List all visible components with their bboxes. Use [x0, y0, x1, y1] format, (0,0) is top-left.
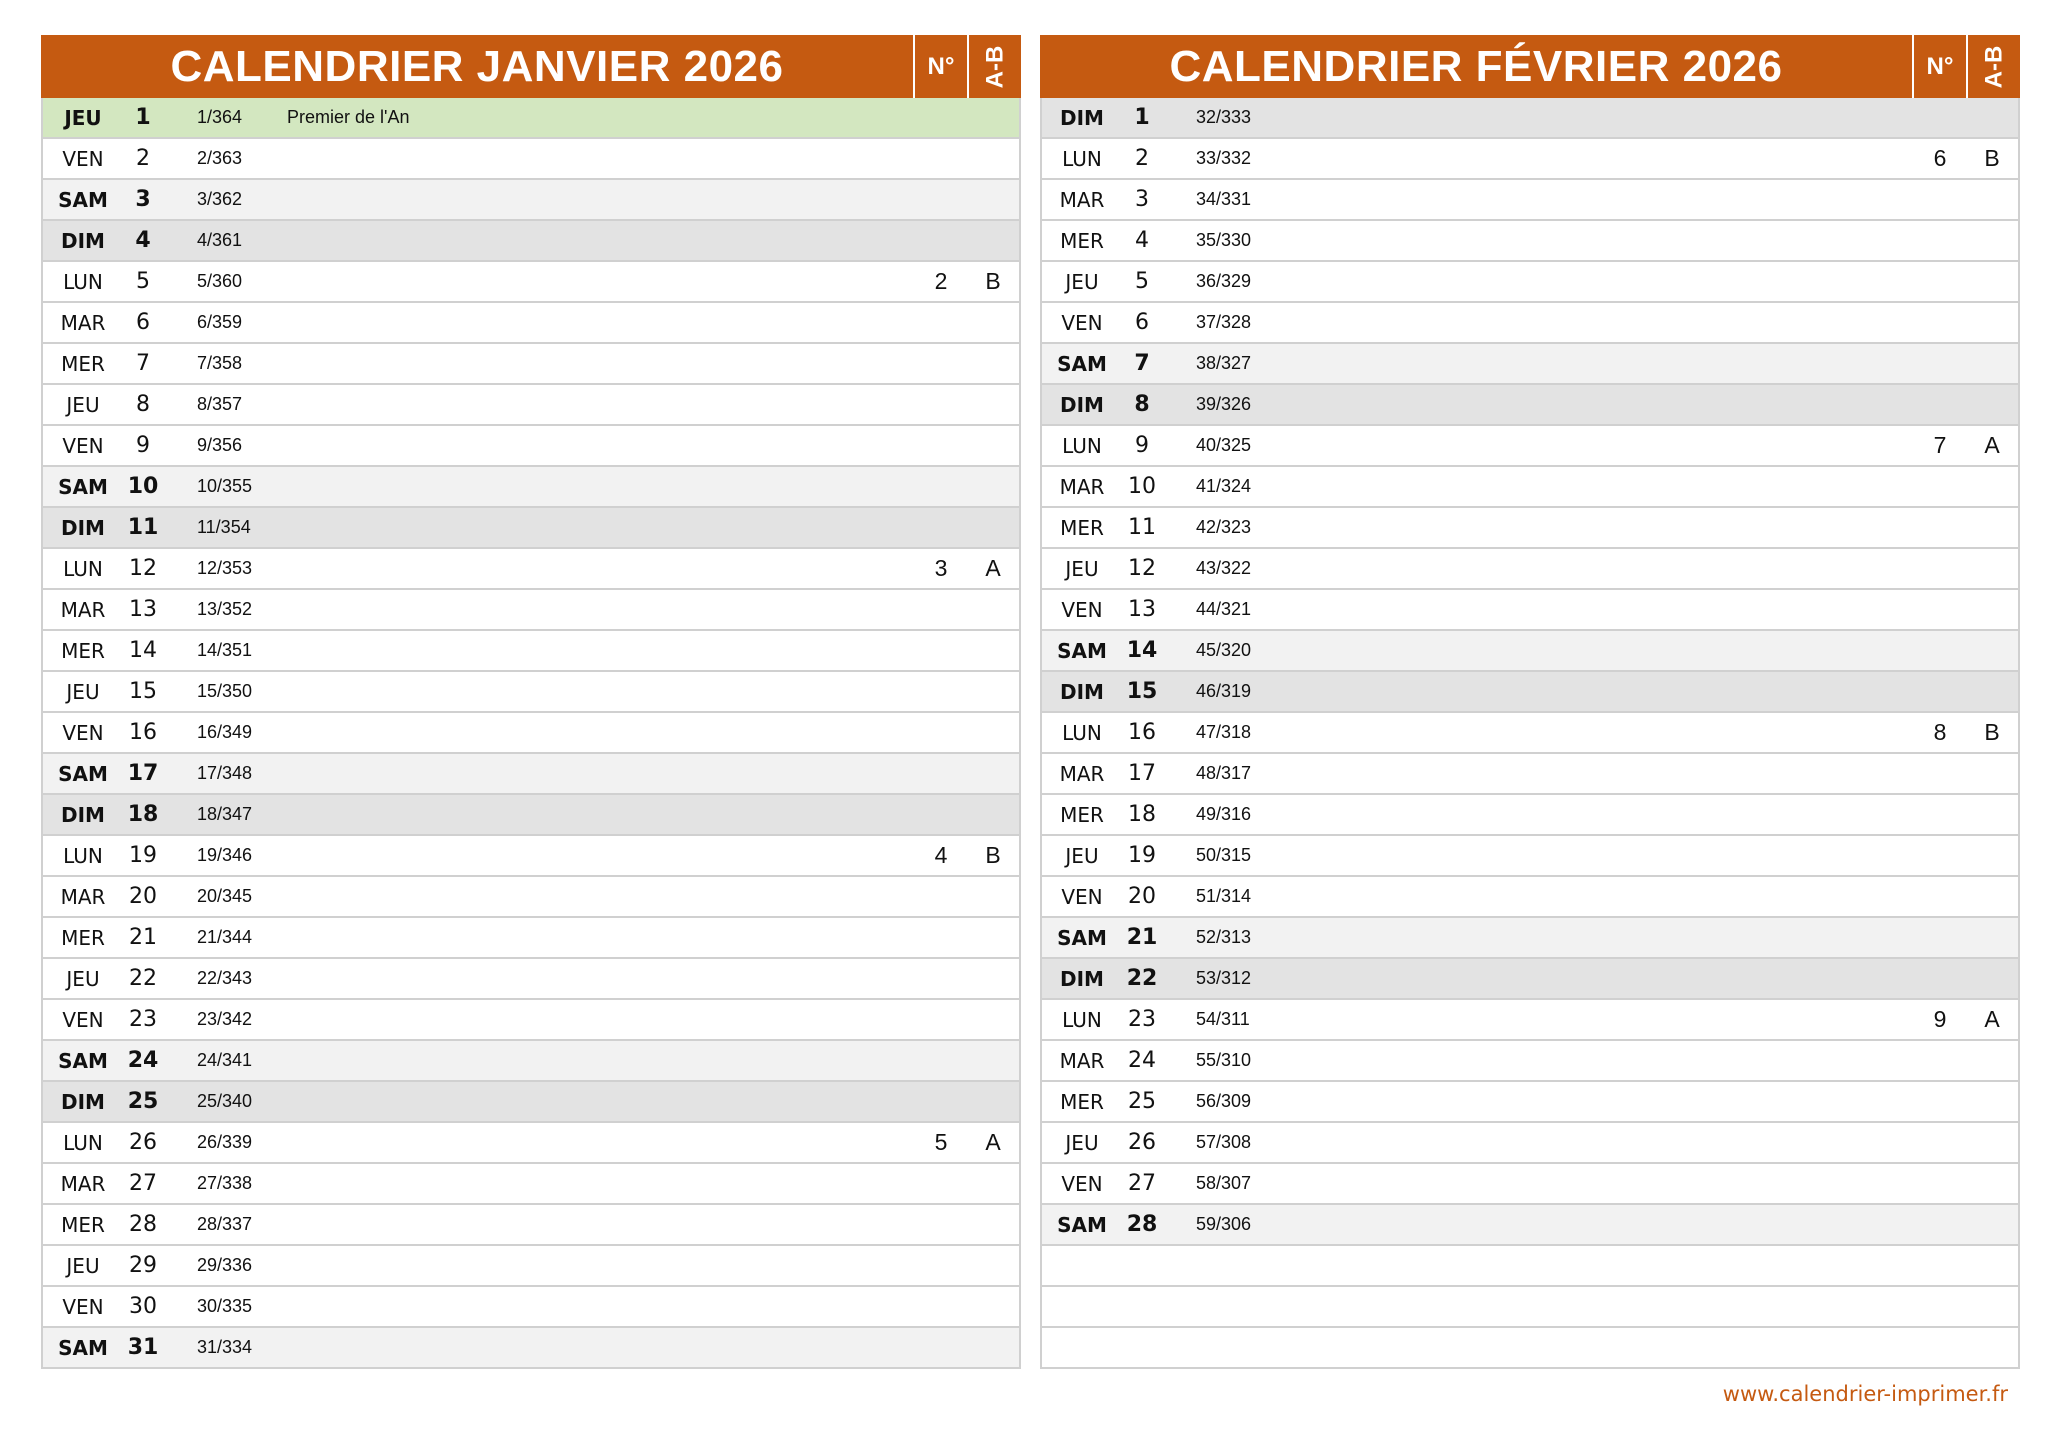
week-number: 7	[1933, 432, 1947, 458]
day-number: 9	[1135, 433, 1149, 458]
day-row	[43, 426, 1019, 467]
calendar-february	[1040, 35, 2020, 1369]
year-day-count: 37/328	[1196, 312, 1252, 332]
day-number: 28	[129, 1212, 157, 1237]
day-number: 5	[136, 269, 150, 294]
day-number: 3	[1135, 187, 1149, 212]
day-row	[1042, 508, 2018, 549]
weekday-label: DIM	[1060, 105, 1104, 130]
day-row	[43, 1123, 1019, 1164]
day-row	[43, 754, 1019, 795]
weekday-label: VEN	[1061, 1171, 1103, 1196]
day-number: 13	[129, 597, 157, 622]
day-row	[43, 467, 1019, 508]
weekday-label: MER	[1060, 228, 1104, 253]
year-day-count: 45/320	[1196, 640, 1252, 660]
day-number: 23	[129, 1007, 157, 1032]
year-day-count: 1/364	[197, 107, 243, 127]
year-day-count: 56/309	[1196, 1091, 1252, 1111]
year-day-count: 35/330	[1196, 230, 1252, 250]
day-number: 1	[1134, 105, 1150, 130]
year-day-count: 49/316	[1196, 804, 1252, 824]
day-row	[43, 221, 1019, 262]
weekday-label: VEN	[62, 720, 104, 745]
year-day-count: 54/311	[1196, 1009, 1250, 1029]
day-row	[43, 1205, 1019, 1246]
day-row	[1042, 1123, 2018, 1164]
day-row	[43, 1082, 1019, 1123]
year-day-count: 43/322	[1196, 558, 1252, 578]
year-day-count: 48/317	[1196, 763, 1252, 783]
day-row	[43, 918, 1019, 959]
day-row	[43, 1000, 1019, 1041]
ab-week-header-label: A-B	[981, 45, 1008, 88]
day-row	[1042, 344, 2018, 385]
day-row	[1042, 836, 2018, 877]
day-row	[43, 1328, 1019, 1369]
event-label: Premier de l'An	[287, 107, 410, 127]
day-row	[43, 344, 1019, 385]
year-day-count: 31/334	[197, 1337, 253, 1357]
day-row	[43, 180, 1019, 221]
day-row	[1042, 303, 2018, 344]
year-day-count: 28/337	[197, 1214, 253, 1234]
weekday-label: JEU	[1065, 1130, 1099, 1155]
day-row	[43, 713, 1019, 754]
weekday-label: MER	[1060, 802, 1104, 827]
day-row	[43, 1287, 1019, 1328]
year-day-count: 12/353	[197, 558, 253, 578]
day-number: 7	[1134, 351, 1150, 376]
day-number: 18	[1128, 802, 1156, 827]
day-row	[1042, 1287, 2018, 1328]
day-number: 3	[135, 187, 151, 212]
day-row	[1042, 877, 2018, 918]
weekday-label: DIM	[1060, 679, 1104, 704]
day-row	[43, 1041, 1019, 1082]
year-day-count: 39/326	[1196, 394, 1252, 414]
day-number: 23	[1128, 1007, 1156, 1032]
weekday-label: SAM	[58, 474, 108, 499]
year-day-count: 50/315	[1196, 845, 1252, 865]
ab-week-letter: B	[985, 268, 1001, 294]
day-row	[43, 139, 1019, 180]
weekday-label: SAM	[58, 1335, 108, 1360]
weekday-label: SAM	[58, 1048, 108, 1073]
year-day-count: 34/331	[1196, 189, 1252, 209]
day-number: 22	[1126, 966, 1158, 991]
weekday-label: MER	[61, 638, 105, 663]
day-number: 29	[129, 1253, 157, 1278]
day-number: 7	[136, 351, 150, 376]
day-row	[1042, 1000, 2018, 1041]
weekday-label: MER	[61, 1212, 105, 1237]
ab-week-letter: A	[1984, 432, 2000, 458]
week-number: 8	[1933, 719, 1947, 745]
weekday-label: LUN	[1062, 146, 1102, 171]
day-number: 4	[1135, 228, 1149, 253]
ab-week-letter: B	[985, 842, 1001, 868]
day-number: 14	[1126, 638, 1158, 663]
calendar-header	[1040, 35, 2020, 98]
week-number: 6	[1933, 145, 1947, 171]
day-number: 11	[1128, 515, 1156, 540]
weekday-label: VEN	[62, 1007, 104, 1032]
year-day-count: 25/340	[197, 1091, 253, 1111]
weekday-label: LUN	[1062, 720, 1102, 745]
week-number: 5	[934, 1129, 948, 1155]
weekday-label: VEN	[62, 433, 104, 458]
day-number: 12	[1128, 556, 1156, 581]
day-row	[1042, 713, 2018, 754]
weekday-label: LUN	[63, 1130, 103, 1155]
day-row	[43, 631, 1019, 672]
ab-week-letter: A	[1984, 1006, 2000, 1032]
year-day-count: 44/321	[1196, 599, 1252, 619]
weekday-label: VEN	[1061, 597, 1103, 622]
year-day-count: 36/329	[1196, 271, 1252, 291]
weekday-label: DIM	[1060, 392, 1104, 417]
day-number: 20	[129, 884, 157, 909]
weekday-label: SAM	[1057, 351, 1107, 376]
day-row	[43, 508, 1019, 549]
day-rows	[41, 98, 1021, 1369]
day-number: 21	[1126, 925, 1158, 950]
year-day-count: 33/332	[1196, 148, 1252, 168]
day-row	[1042, 1205, 2018, 1246]
day-number: 17	[1128, 761, 1156, 786]
day-row	[1042, 959, 2018, 1000]
weekday-label: MAR	[1059, 1048, 1105, 1073]
day-number: 27	[1128, 1171, 1156, 1196]
day-number: 1	[135, 105, 151, 130]
weekday-label: MAR	[60, 310, 106, 335]
year-day-count: 52/313	[1196, 927, 1252, 947]
weekday-label: MAR	[60, 597, 106, 622]
day-row	[1042, 1164, 2018, 1205]
year-day-count: 6/359	[197, 312, 243, 332]
year-day-count: 24/341	[197, 1050, 253, 1070]
weekday-label: MAR	[1059, 761, 1105, 786]
year-day-count: 30/335	[197, 1296, 253, 1316]
weekday-label: VEN	[1061, 884, 1103, 909]
day-number: 15	[1126, 679, 1158, 704]
day-number: 28	[1126, 1212, 1158, 1237]
week-number: 3	[934, 555, 948, 581]
year-day-count: 55/310	[1196, 1050, 1252, 1070]
day-row	[1042, 549, 2018, 590]
weekday-label: MER	[1060, 1089, 1104, 1114]
day-row	[43, 672, 1019, 713]
weekday-label: JEU	[64, 105, 102, 130]
day-number: 22	[129, 966, 157, 991]
calendar-title: CALENDRIER JANVIER 2026	[170, 41, 784, 91]
day-row	[43, 1246, 1019, 1287]
day-row	[1042, 1041, 2018, 1082]
day-row	[1042, 262, 2018, 303]
day-number: 4	[135, 228, 151, 253]
day-number: 2	[1135, 146, 1149, 171]
day-row	[43, 262, 1019, 303]
day-number: 17	[127, 761, 159, 786]
weekday-label: SAM	[1057, 1212, 1107, 1237]
day-row	[1042, 590, 2018, 631]
year-day-count: 32/333	[1196, 107, 1252, 127]
weekday-label: JEU	[66, 966, 100, 991]
day-number: 24	[1128, 1048, 1156, 1073]
year-day-count: 57/308	[1196, 1132, 1252, 1152]
day-number: 12	[129, 556, 157, 581]
weekday-label: SAM	[58, 187, 108, 212]
year-day-count: 14/351	[197, 640, 253, 660]
weekday-label: DIM	[61, 515, 105, 540]
calendar-january	[41, 35, 1021, 1369]
year-day-count: 19/346	[197, 845, 253, 865]
day-number: 26	[1128, 1130, 1156, 1155]
year-day-count: 21/344	[197, 927, 253, 947]
calendar-title: CALENDRIER FÉVRIER 2026	[1169, 41, 1783, 91]
weekday-label: JEU	[66, 1253, 100, 1278]
day-row	[43, 959, 1019, 1000]
day-row	[43, 795, 1019, 836]
day-row	[1042, 180, 2018, 221]
weekday-label: SAM	[58, 761, 108, 786]
weekday-label: SAM	[1057, 925, 1107, 950]
weekday-label: LUN	[1062, 1007, 1102, 1032]
year-day-count: 26/339	[197, 1132, 253, 1152]
day-number: 8	[1134, 392, 1150, 417]
weekday-label: MAR	[60, 884, 106, 909]
day-number: 19	[129, 843, 157, 868]
day-number: 16	[129, 720, 157, 745]
ab-week-header	[967, 35, 1021, 98]
day-number: 5	[1135, 269, 1149, 294]
calendar-header	[41, 35, 1021, 98]
day-row	[1042, 385, 2018, 426]
year-day-count: 47/318	[1196, 722, 1252, 742]
day-number: 2	[136, 146, 150, 171]
year-day-count: 9/356	[197, 435, 243, 455]
weekday-label: JEU	[66, 679, 100, 704]
weekday-label: MER	[1060, 515, 1104, 540]
day-row	[1042, 672, 2018, 713]
ab-week-letter: A	[985, 555, 1001, 581]
weekday-label: LUN	[63, 556, 103, 581]
weekday-label: MAR	[60, 1171, 106, 1196]
day-number: 19	[1128, 843, 1156, 868]
day-number: 10	[127, 474, 159, 499]
ab-week-header-label: A-B	[1980, 45, 2007, 88]
weekday-label: JEU	[1065, 269, 1099, 294]
day-row	[1042, 1082, 2018, 1123]
day-row	[43, 385, 1019, 426]
day-number: 14	[129, 638, 157, 663]
year-day-count: 4/361	[197, 230, 243, 250]
day-number: 21	[129, 925, 157, 950]
week-number: 4	[934, 842, 948, 868]
day-number: 27	[129, 1171, 157, 1196]
day-row	[1042, 467, 2018, 508]
weekday-label: MER	[61, 351, 105, 376]
day-number: 24	[127, 1048, 159, 1073]
year-day-count: 22/343	[197, 968, 253, 988]
year-day-count: 2/363	[197, 148, 243, 168]
day-row	[43, 303, 1019, 344]
weekday-label: MER	[61, 925, 105, 950]
ab-week-letter: A	[985, 1129, 1001, 1155]
year-day-count: 59/306	[1196, 1214, 1252, 1234]
day-number: 26	[129, 1130, 157, 1155]
day-row	[43, 98, 1019, 139]
year-day-count: 18/347	[197, 804, 253, 824]
year-day-count: 10/355	[197, 476, 253, 496]
weekday-label: JEU	[1065, 556, 1099, 581]
day-number: 9	[136, 433, 150, 458]
weekday-label: LUN	[63, 269, 103, 294]
day-row	[43, 549, 1019, 590]
weekday-label: VEN	[1061, 310, 1103, 335]
year-day-count: 3/362	[197, 189, 243, 209]
day-row	[1042, 1328, 2018, 1369]
day-row	[43, 877, 1019, 918]
weekday-label: LUN	[63, 843, 103, 868]
day-number: 25	[127, 1089, 159, 1114]
year-day-count: 40/325	[1196, 435, 1252, 455]
weekday-label: DIM	[61, 228, 105, 253]
year-day-count: 8/357	[197, 394, 243, 414]
ab-week-letter: B	[1984, 719, 2000, 745]
day-number: 13	[1128, 597, 1156, 622]
day-number: 10	[1128, 474, 1156, 499]
day-row	[1042, 221, 2018, 262]
day-row	[1042, 754, 2018, 795]
year-day-count: 20/345	[197, 886, 253, 906]
day-row	[1042, 139, 2018, 180]
week-number-header: N°	[913, 35, 967, 98]
day-row	[1042, 795, 2018, 836]
weekday-label: JEU	[66, 392, 100, 417]
year-day-count: 27/338	[197, 1173, 253, 1193]
day-number: 31	[127, 1335, 159, 1360]
day-row	[1042, 1246, 2018, 1287]
day-row	[43, 1164, 1019, 1205]
year-day-count: 17/348	[197, 763, 253, 783]
year-day-count: 7/358	[197, 353, 243, 373]
year-day-count: 58/307	[1196, 1173, 1252, 1193]
day-row	[1042, 98, 2018, 139]
day-number: 6	[1135, 310, 1149, 335]
day-number: 16	[1128, 720, 1156, 745]
weekday-label: DIM	[61, 802, 105, 827]
year-day-count: 29/336	[197, 1255, 253, 1275]
weekday-label: DIM	[61, 1089, 105, 1114]
week-number: 9	[1933, 1006, 1947, 1032]
day-row	[43, 836, 1019, 877]
week-number: 2	[934, 268, 948, 294]
day-number: 18	[127, 802, 159, 827]
day-row	[1042, 426, 2018, 467]
weekday-label: JEU	[1065, 843, 1099, 868]
weekday-label: VEN	[62, 1294, 104, 1319]
day-number: 6	[136, 310, 150, 335]
year-day-count: 51/314	[1196, 886, 1252, 906]
year-day-count: 13/352	[197, 599, 253, 619]
ab-week-letter: B	[1984, 145, 2000, 171]
weekday-label: MAR	[1059, 187, 1105, 212]
weekday-label: MAR	[1059, 474, 1105, 499]
year-day-count: 11/354	[197, 517, 251, 537]
year-day-count: 46/319	[1196, 681, 1252, 701]
year-day-count: 16/349	[197, 722, 253, 742]
year-day-count: 23/342	[197, 1009, 253, 1029]
weekday-label: LUN	[1062, 433, 1102, 458]
week-number-header: N°	[1912, 35, 1966, 98]
day-number: 30	[129, 1294, 157, 1319]
day-row	[43, 590, 1019, 631]
day-number: 20	[1128, 884, 1156, 909]
day-number: 8	[136, 392, 150, 417]
weekday-label: SAM	[1057, 638, 1107, 663]
year-day-count: 42/323	[1196, 517, 1252, 537]
year-day-count: 38/327	[1196, 353, 1252, 373]
year-day-count: 15/350	[197, 681, 253, 701]
weekday-label: VEN	[62, 146, 104, 171]
ab-week-header	[1966, 35, 2020, 98]
website-link[interactable]: www.calendrier-imprimer.fr	[1722, 1382, 2008, 1406]
year-day-count: 5/360	[197, 271, 243, 291]
day-number: 25	[1128, 1089, 1156, 1114]
day-row	[1042, 631, 2018, 672]
weekday-label: DIM	[1060, 966, 1104, 991]
day-rows	[1040, 98, 2020, 1369]
day-number: 15	[129, 679, 157, 704]
day-number: 11	[127, 515, 159, 540]
year-day-count: 41/324	[1196, 476, 1252, 496]
year-day-count: 53/312	[1196, 968, 1252, 988]
day-row	[1042, 918, 2018, 959]
